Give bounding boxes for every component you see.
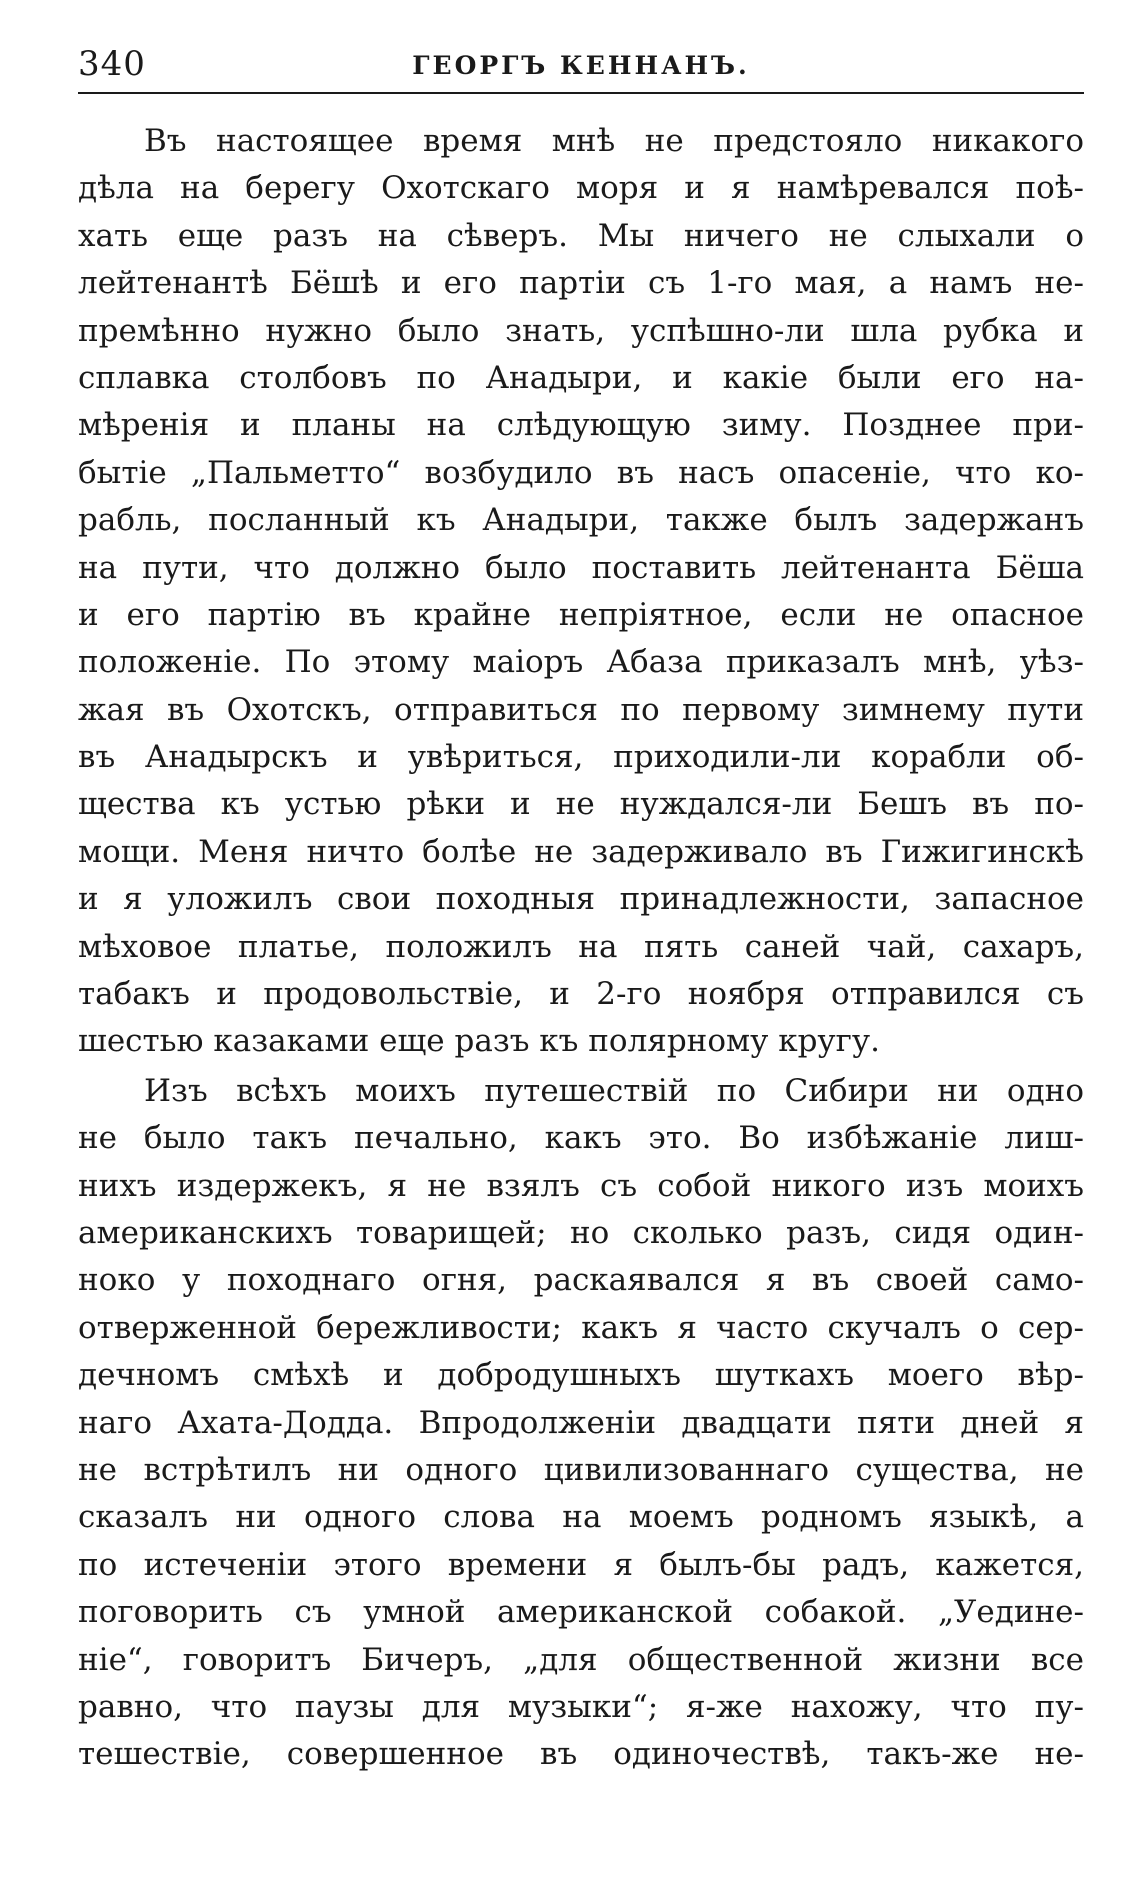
text-line: положеніе. По этому маіоръ Абаза приказалъ мнѣ, уѣз- — [78, 644, 1084, 681]
text-line: Въ настоящее время мнѣ не предстояло никакого — [144, 123, 1084, 159]
text-line: мѣховое платье, положилъ на пять саней чай, сахаръ, — [78, 928, 1084, 965]
text-line: табакъ и продовольствіе, и 2-го ноября отправился съ — [78, 976, 1084, 1013]
text-line: лейтенантѣ Бёшѣ и его партіи съ 1-го мая, а намъ не- — [78, 265, 1084, 302]
text-line: сплавка столбовъ по Анадыри, и какіе были его на- — [78, 359, 1084, 396]
text-line: поговорить съ умной американской собакой. „Уедине- — [78, 1594, 1084, 1631]
text-line: и я уложилъ свои походныя принадлежности, запасное — [78, 881, 1084, 918]
text-line: мѣренія и планы на слѣдующую зиму. Позднее при- — [78, 407, 1084, 444]
text-line: и его партію въ крайне непріятное, если не опасное — [78, 596, 1084, 633]
text-line: по истеченіи этого времени я былъ-бы радъ, кажется, — [78, 1546, 1084, 1583]
running-title: ГЕОРГЪ КЕННАНЪ. — [412, 51, 750, 80]
text-line: не встрѣтилъ ни одного цивилизованнаго существа, не — [78, 1451, 1084, 1488]
text-line: отверженной бережливости; какъ я часто скучалъ о сер- — [78, 1309, 1084, 1346]
text-line: въ Анадырскъ и увѣриться, приходили-ли корабли об- — [78, 739, 1084, 776]
text-line: дѣла на берегу Охотскаго моря и я намѣревался поѣ- — [78, 170, 1084, 207]
text-line: тешествіе, совершенное въ одиночествѣ, такъ-же не- — [78, 1736, 1084, 1773]
paragraph-1 — [78, 118, 1084, 1066]
text-line: американскихъ товарищей; но сколько разъ, сидя один- — [78, 1214, 1084, 1251]
text-line: шестью казаками еще разъ къ полярному кругу. — [78, 1023, 881, 1060]
text-line: щества къ устью рѣки и не нуждался-ли Бешъ въ по- — [78, 786, 1084, 823]
page-number: 340 — [78, 44, 146, 84]
text-line: мощи. Меня ничто болѣе не задерживало въ Гижигинскѣ — [78, 833, 1084, 870]
text-line: не было такъ печально, какъ это. Во избѣжаніе лиш- — [78, 1120, 1084, 1157]
paragraph-2 — [78, 1068, 1084, 1779]
text-line: наго Ахата-Додда. Впродолженіи двадцати пяти дней я — [78, 1404, 1084, 1441]
text-line: на пути, что должно было поставить лейтенанта Бёша — [78, 549, 1084, 586]
text-line: Изъ всѣхъ моихъ путешествій по Сибири ни одно — [144, 1072, 1084, 1109]
text-line: дечномъ смѣхѣ и добродушныхъ шуткахъ моего вѣр- — [78, 1357, 1084, 1394]
text-line: хать еще разъ на сѣверъ. Мы ничего не слыхали о — [78, 217, 1084, 254]
text-line: ніе“, говоритъ Бичеръ, „для общественной жизни все — [78, 1641, 1084, 1678]
text-line: рабль, посланный къ Анадыри, также былъ задержанъ — [78, 502, 1084, 539]
text-line: сказалъ ни одного слова на моемъ родномъ языкѣ, а — [78, 1499, 1084, 1536]
body-text — [78, 118, 1084, 1779]
text-line: жая въ Охотскъ, отправиться по первому зимнему пути — [78, 691, 1084, 728]
page-header — [78, 42, 1084, 86]
text-line: ноко у походнаго огня, раскаявался я въ своей само- — [78, 1262, 1084, 1299]
header-rule — [78, 92, 1084, 94]
text-line: нихъ издержекъ, я не взялъ съ собой никого изъ моихъ — [78, 1167, 1084, 1204]
text-line: премѣнно нужно было знать, успѣшно-ли шла рубка и — [78, 312, 1084, 349]
text-line: бытіе „Пальметто“ возбудило въ насъ опасеніе, что ко- — [78, 454, 1084, 491]
text-line: равно, что паузы для музыки“; я-же нахожу, что пу- — [78, 1688, 1084, 1725]
